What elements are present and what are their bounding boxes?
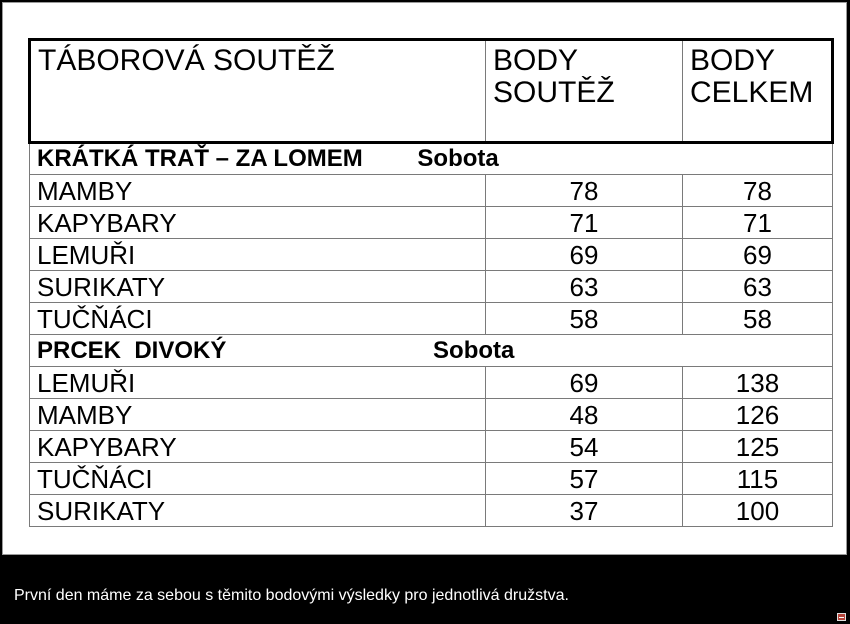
table-row bbox=[30, 207, 833, 239]
section-heading bbox=[30, 143, 833, 175]
points-cell: 58 bbox=[486, 303, 683, 335]
table-row bbox=[30, 399, 833, 431]
caption-bar bbox=[0, 557, 850, 624]
points-cell: 63 bbox=[486, 271, 683, 303]
slide-caption: První den máme za sebou s těmito bodovými výsledky pro jednotlivá družstva. bbox=[14, 587, 569, 604]
section-day: Sobota bbox=[417, 145, 499, 172]
team-cell: TUČŇÁCI bbox=[30, 463, 486, 495]
slide bbox=[2, 2, 847, 555]
team-cell: KAPYBARY bbox=[30, 431, 486, 463]
section-row bbox=[30, 143, 833, 175]
total-cell: 78 bbox=[683, 175, 833, 207]
table-row bbox=[30, 495, 833, 527]
table-row bbox=[30, 463, 833, 495]
team-cell: MAMBY bbox=[30, 175, 486, 207]
team-cell: LEMUŘI bbox=[30, 239, 486, 271]
header-row bbox=[30, 40, 833, 143]
table-row bbox=[30, 175, 833, 207]
total-cell: 58 bbox=[683, 303, 833, 335]
slide-menu-icon[interactable] bbox=[837, 613, 846, 621]
team-cell: MAMBY bbox=[30, 399, 486, 431]
table-row bbox=[30, 303, 833, 335]
header-points-total: BODY CELKEM bbox=[683, 40, 833, 143]
section-title: PRCEK DIVOKÝ bbox=[37, 336, 227, 364]
table-row bbox=[30, 271, 833, 303]
table-row bbox=[30, 431, 833, 463]
points-cell: 48 bbox=[486, 399, 683, 431]
section-title: KRÁTKÁ TRAŤ – ZA LOMEM bbox=[37, 145, 363, 172]
header-points-competition: BODY SOUTĚŽ bbox=[486, 40, 683, 143]
total-cell: 115 bbox=[683, 463, 833, 495]
score-table bbox=[28, 38, 834, 527]
points-cell: 54 bbox=[486, 431, 683, 463]
total-cell: 100 bbox=[683, 495, 833, 527]
points-cell: 57 bbox=[486, 463, 683, 495]
total-cell: 126 bbox=[683, 399, 833, 431]
team-cell: SURIKATY bbox=[30, 495, 486, 527]
table-row bbox=[30, 367, 833, 399]
header-team: TÁBOROVÁ SOUTĚŽ bbox=[30, 40, 486, 143]
points-cell: 69 bbox=[486, 239, 683, 271]
team-cell: KAPYBARY bbox=[30, 207, 486, 239]
section-row bbox=[30, 335, 833, 367]
total-cell: 63 bbox=[683, 271, 833, 303]
team-cell: LEMUŘI bbox=[30, 367, 486, 399]
team-cell: TUČŇÁCI bbox=[30, 303, 486, 335]
points-cell: 78 bbox=[486, 175, 683, 207]
total-cell: 125 bbox=[683, 431, 833, 463]
team-cell: SURIKATY bbox=[30, 271, 486, 303]
total-cell: 138 bbox=[683, 367, 833, 399]
points-cell: 71 bbox=[486, 207, 683, 239]
section-day: Sobota bbox=[433, 336, 515, 364]
section-heading bbox=[30, 335, 833, 367]
total-cell: 71 bbox=[683, 207, 833, 239]
points-cell: 37 bbox=[486, 495, 683, 527]
total-cell: 69 bbox=[683, 239, 833, 271]
points-cell: 69 bbox=[486, 367, 683, 399]
table-row bbox=[30, 239, 833, 271]
